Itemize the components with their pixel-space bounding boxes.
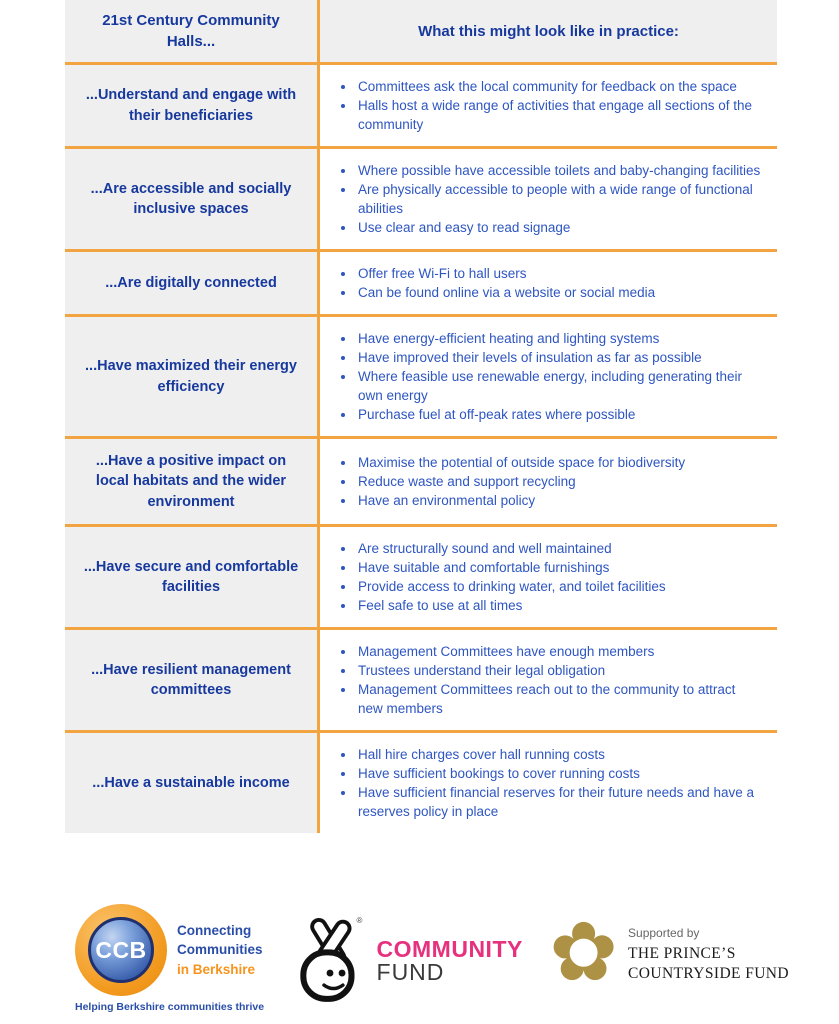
table-row [65,149,777,252]
community-fund-logo [291,918,523,1004]
row-practice-cell [320,65,777,146]
bullet-list [332,745,761,821]
table-row [65,252,777,317]
bullet-item: • Have suitable and comfortable furnishings [356,558,666,577]
bullet-list [332,77,761,134]
bullet-item: • Have sufficient bookings to cover running costs [356,764,761,783]
table-row [65,317,777,439]
row-title: ...Have a positive impact on local habitats and the wider environment [65,439,320,524]
bullet-item: • Management Committees reach out to the community to attract new members [356,680,761,718]
ccb-line-communities: Communities [177,942,263,958]
ccb-globe-icon [75,904,167,996]
header-col-practice: What this might look like in practice: [320,0,777,62]
registered-mark: ® [356,916,363,925]
pcf-name-line2: COUNTRYSIDE FUND [628,965,789,982]
row-title: ...Are digitally connected [65,252,320,314]
bullet-item: • Trustees understand their legal obligation [356,661,761,680]
rose-emblem-icon: ✿ [549,905,619,1000]
row-practice-cell [320,317,777,436]
row-practice-cell [320,439,777,524]
bullet-list [332,453,685,510]
community-label: COMMUNITY [376,935,523,962]
bullet-item: • Can be found online via a website or social media [356,283,655,302]
bullet-item: • Feel safe to use at all times [356,596,666,615]
community-fund-wordmark [376,935,523,985]
bullet-item: • Committees ask the local community for feedback on the space [356,77,761,96]
row-title: ...Are accessible and socially inclusive spaces [65,149,320,249]
bullet-item: • Where feasible use renewable energy, including generating their own energy [356,367,761,405]
bullet-item: • Maximise the potential of outside space for biodiversity [356,453,685,472]
bullet-list [332,264,655,302]
row-practice-cell [320,252,777,314]
princes-countryside-fund-logo [549,905,789,1000]
table-row [65,439,777,527]
table-body [65,65,777,833]
row-title: ...Have maximized their energy efficiency [65,317,320,436]
supported-by-label: Supported by [628,925,700,940]
bullet-item: • Use clear and easy to read signage [356,218,761,237]
table-row [65,527,777,630]
table-header-row [65,0,777,65]
ccb-logo [75,904,264,1013]
row-title: ...Have a sustainable income [65,733,320,833]
row-practice-cell [320,630,777,730]
ccb-logo-top [75,904,264,996]
row-practice-cell [320,527,777,627]
crossed-fingers-icon [291,918,369,1004]
table-row [65,733,777,833]
bullet-item: • Have energy-efficient heating and lighting systems [356,329,761,348]
row-practice-cell [320,733,777,833]
table-row [65,65,777,149]
table-row [65,630,777,733]
bullet-item: • Offer free Wi-Fi to hall users [356,264,655,283]
header-col-halls: 21st Century Community Halls... [65,0,320,62]
row-title: ...Have secure and comfortable facilities [65,527,320,627]
bullet-item: • Halls host a wide range of activities that engage all sections of the community [356,96,761,134]
bullet-list [332,329,761,424]
pcf-name-line1: THE PRINCE’S [628,944,736,962]
bullet-item: • Have improved their levels of insulation as far as possible [356,348,761,367]
row-title: ...Understand and engage with their beneficiaries [65,65,320,146]
community-halls-table [65,0,777,833]
ccb-line-berkshire: in Berkshire [177,961,256,977]
bullet-item: • Provide access to drinking water, and toilet facilities [356,577,666,596]
ccb-tagline: Helping Berkshire communities thrive [75,1001,265,1013]
bullet-item: • Purchase fuel at off-peak rates where possible [356,405,761,424]
row-practice-cell [320,149,777,249]
bullet-list [332,539,666,615]
bullet-list [332,642,761,718]
ccb-wordmark [177,921,263,980]
bullet-item: • Where possible have accessible toilets and baby-changing facilities [356,161,761,180]
pcf-wordmark [628,926,789,984]
bullet-list [332,161,761,237]
row-title: ...Have resilient management committees [65,630,320,730]
bullet-item: • Hall hire charges cover hall running costs [356,745,761,764]
bullet-item: • Are physically accessible to people with a wide range of functional abilities [356,180,761,218]
footer-logos [0,900,839,1013]
bullet-item: • Have sufficient financial reserves for their future needs and have a reserves policy in place [356,783,761,821]
ccb-initials: CCB [88,917,154,983]
ccb-line-connecting: Connecting [177,922,252,938]
fund-label: FUND [376,959,445,985]
bullet-item: • Are structurally sound and well maintained [356,539,666,558]
bullet-item: • Reduce waste and support recycling [356,472,685,491]
bullet-item: • Have an environmental policy [356,491,685,510]
bullet-item: • Management Committees have enough members [356,642,761,661]
